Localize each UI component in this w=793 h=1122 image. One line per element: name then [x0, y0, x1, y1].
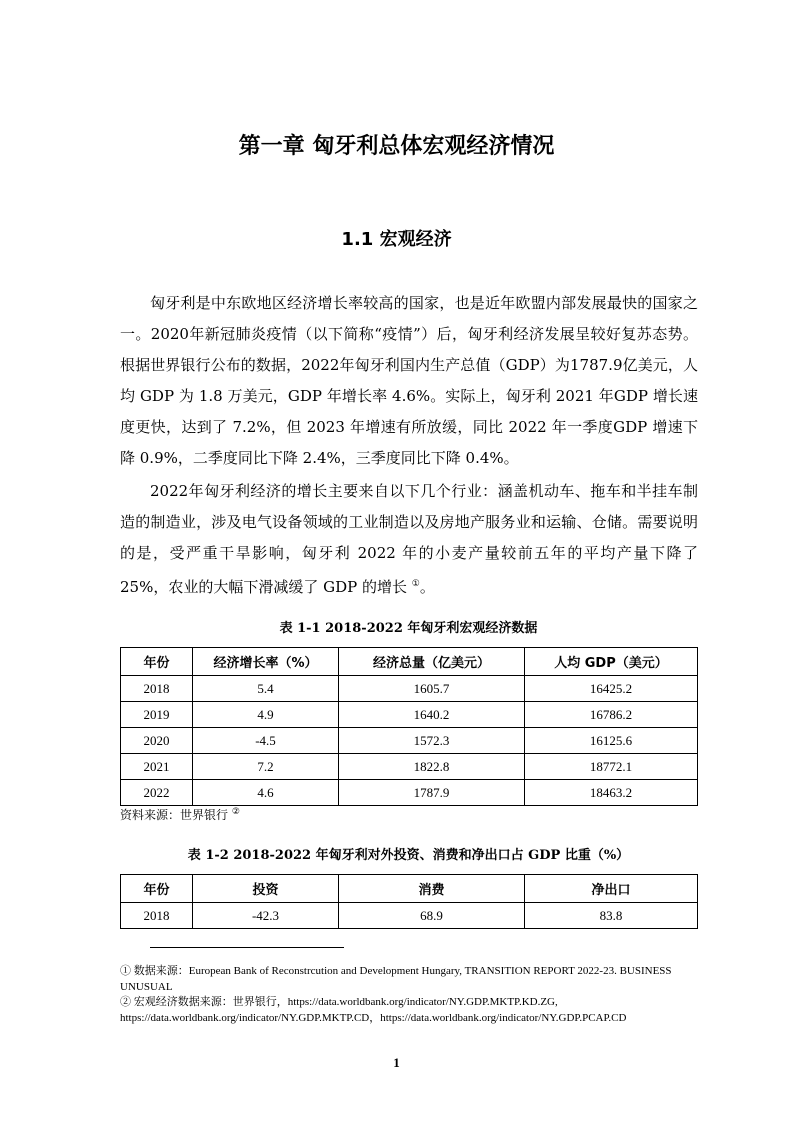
table-cell: 16425.2: [525, 676, 698, 702]
table-cell: 16125.6: [525, 728, 698, 754]
footnotes: [120, 964, 700, 1026]
footnote-1: ① 数据来源：European Bank of Reconstrcution and Development Hungary, TRANSITION REPORT 2022-23. BUSINESS UNUSUAL: [120, 965, 672, 993]
paragraph-2-text: 2022年匈牙利经济的增长主要来自以下几个行业：涵盖机动车、拖车和半挂车制造的制造业，涉及电气设备领域的工业制造以及房地产服务业和运输、仓储。需要说明的是，受严重干旱影响，匈牙利 2022 年的小麦产量较前五年的平均产量下降了 25%，农业的大幅下滑减缓了 GDP 的增长: [120, 482, 698, 596]
table-row: [121, 702, 698, 728]
table-cell: 18463.2: [525, 780, 698, 806]
table-cell: 1572.3: [339, 728, 525, 754]
table-row: [121, 754, 698, 780]
table-cell: 2018: [121, 676, 193, 702]
table-cell: 4.9: [193, 702, 339, 728]
table-header-row: [121, 875, 698, 903]
page-number: 1: [393, 1055, 400, 1070]
table-header-cell: 年份: [121, 875, 193, 903]
table-cell: 1605.7: [339, 676, 525, 702]
table-cell: 16786.2: [525, 702, 698, 728]
table-cell: 2022: [121, 780, 193, 806]
table-1: [120, 647, 698, 806]
table-1-caption: 表 1-1 2018-2022 年匈牙利宏观经济数据: [279, 621, 538, 636]
table-cell: 2021: [121, 754, 193, 780]
table-header-cell: 人均 GDP（美元）: [525, 648, 698, 676]
table-cell: 1822.8: [339, 754, 525, 780]
table-cell: 4.6: [193, 780, 339, 806]
source-text: 资料来源：世界银行: [120, 808, 229, 822]
table-cell: 2020: [121, 728, 193, 754]
table-header-cell: 投资: [193, 875, 339, 903]
table-2: [120, 874, 698, 929]
table-cell: 68.9: [339, 903, 525, 929]
footnote-2: ② 宏观经济数据来源：世界银行，https://data.worldbank.org/indicator/NY.GDP.MKTP.KD.ZG, https://data.worldbank.org/indicator/NY.GDP.MKTP.CD，https://data.worldbank.org/indicator/NY.GDP.PCAP.CD: [120, 996, 627, 1024]
table-cell: 1787.9: [339, 780, 525, 806]
table-header-cell: 净出口: [525, 875, 698, 903]
table-row: [121, 903, 698, 929]
table-cell: 2019: [121, 702, 193, 728]
table-header-row: [121, 648, 698, 676]
table-cell: 5.4: [193, 676, 339, 702]
paragraph-2-end: 。: [419, 578, 435, 596]
table-cell: 2018: [121, 903, 193, 929]
table-cell: -42.3: [193, 903, 339, 929]
paragraph-2: [120, 476, 698, 603]
table-row: [121, 676, 698, 702]
table-1-source: [120, 803, 240, 824]
table-cell: 83.8: [525, 903, 698, 929]
table-cell: 18772.1: [525, 754, 698, 780]
table-header-cell: 年份: [121, 648, 193, 676]
footnote-ref-1: ①: [411, 579, 420, 589]
paragraph-1: 匈牙利是中东欧地区经济增长率较高的国家，也是近年欧盟内部发展最快的国家之一。2020年新冠肺炎疫情（以下简称“疫情”）后，匈牙利经济发展呈较好复苏态势。根据世界银行公布的数据，2022年匈牙利国内生产总值（GDP）为1787.9亿美元，人均 GDP 为 1.8 万美元，GDP 年增长率 4.6%。实际上，匈牙利 2021 年GDP 增长速度更快，达到了 7.2%，但 2023 年增速有所放缓，同比 2022 年一季度GDP 增速下降 0.9%，二季度同比下降 2.4%，三季度同比下降 0.4%。: [120, 294, 698, 467]
table-header-cell: 经济增长率（%）: [193, 648, 339, 676]
footnote-ref-2: ②: [231, 807, 240, 817]
table-cell: 7.2: [193, 754, 339, 780]
chapter-title: 第一章 匈牙利总体宏观经济情况: [238, 134, 555, 159]
table-cell: 1640.2: [339, 702, 525, 728]
table-2-caption: 表 1-2 2018-2022 年匈牙利对外投资、消费和净出口占 GDP 比重（%）: [187, 848, 630, 863]
section-title: 1.1 宏观经济: [341, 229, 452, 250]
footnote-divider: [150, 947, 344, 948]
table-header-cell: 消费: [339, 875, 525, 903]
table-row: [121, 728, 698, 754]
table-cell: -4.5: [193, 728, 339, 754]
table-header-cell: 经济总量（亿美元）: [339, 648, 525, 676]
table-row: [121, 780, 698, 806]
